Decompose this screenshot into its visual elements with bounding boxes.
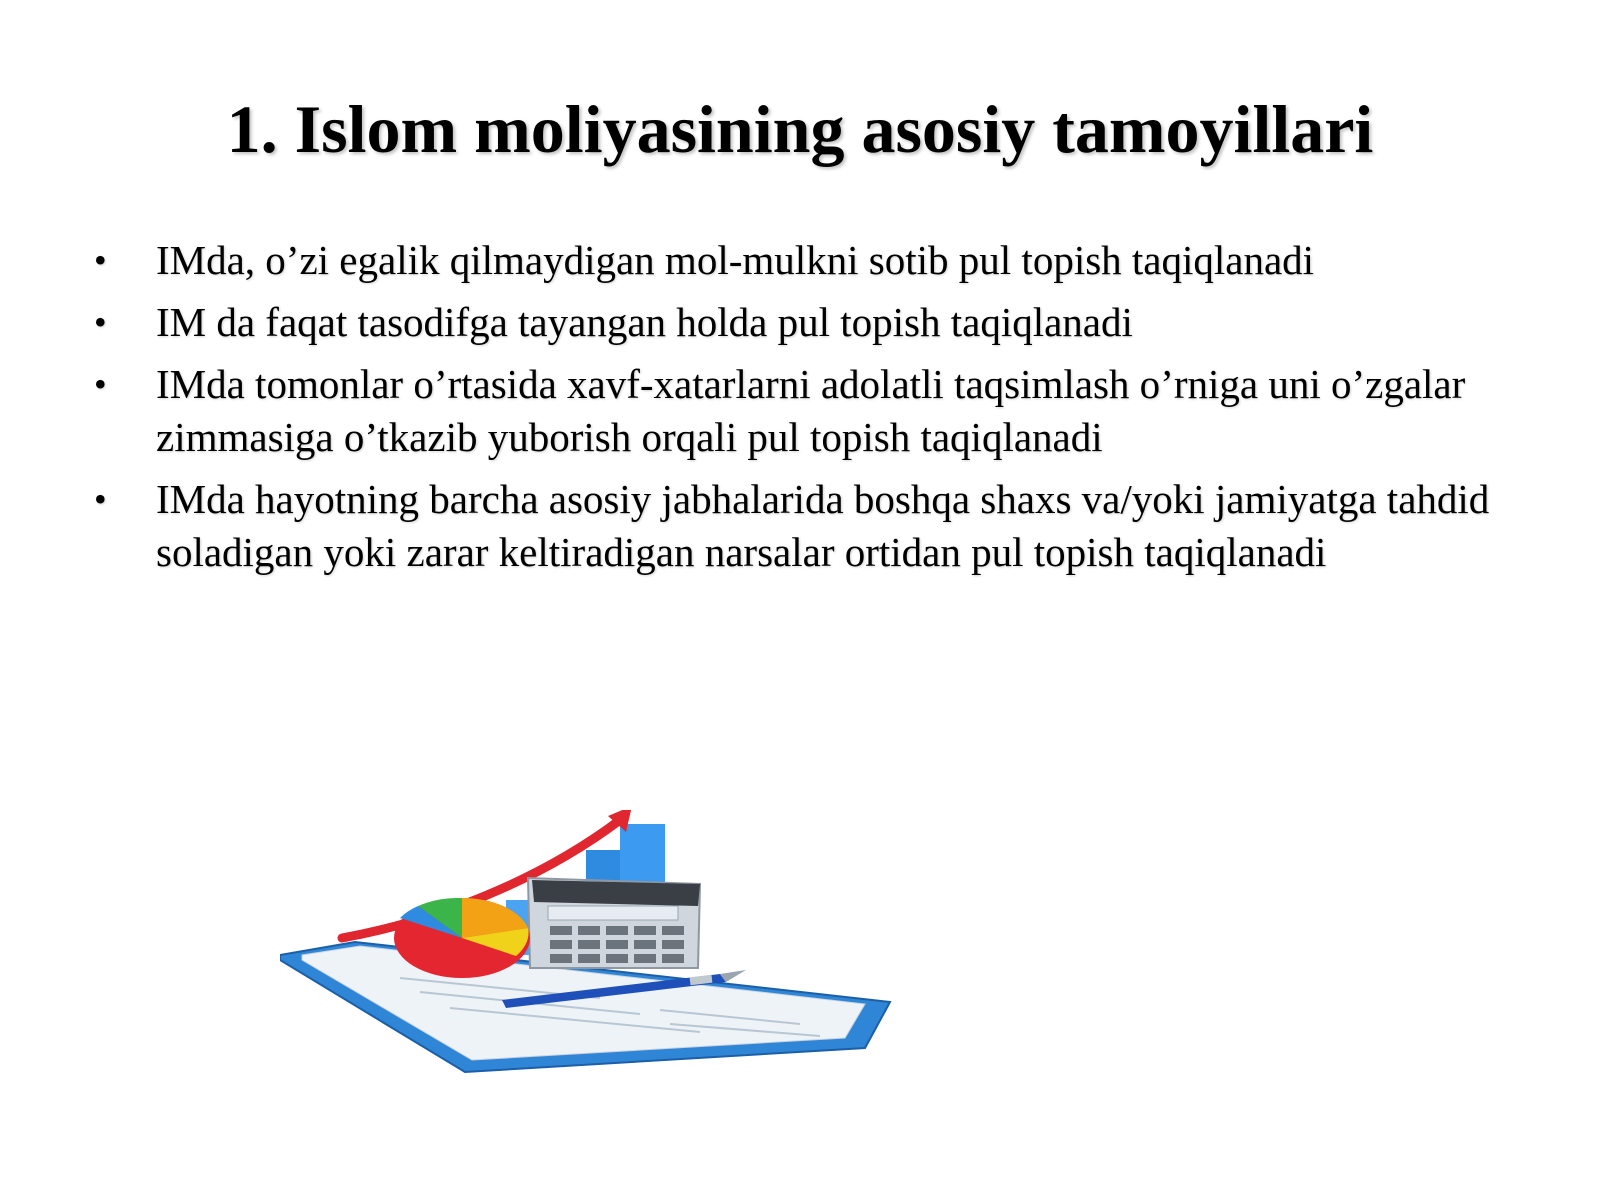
bullet-text: IMda tomonlar o’rtasida xavf-xatarlarni adolatli taqsimlash o’rniga uni o’zgalar zimmasiga o’tkazib yuborish orqali pul topish taqiqlanadi [156, 361, 1466, 460]
bullet-dot-icon: • [94, 364, 107, 404]
finance-illustration-svg [280, 810, 910, 1080]
bullet-dot-icon: • [94, 240, 107, 280]
bullet-text: IM da faqat tasodifga tayangan holda pul topish taqiqlanadi [156, 299, 1133, 345]
bullet-list [94, 234, 1514, 588]
bullet-item [94, 358, 1514, 464]
bullet-text: IMda, o’zi egalik qilmaydigan mol-mulkni sotib pul topish taqiqlanadi [156, 237, 1315, 283]
bullet-dot-icon: • [94, 479, 107, 519]
bullet-text: IMda hayotning barcha asosiy jabhalarida boshqa shaxs va/yoki jamiyatga tahdid soladigan yoki zarar keltiradigan narsalar ortidan pul topish taqiqlanadi [156, 476, 1490, 575]
calculator-display [532, 880, 700, 906]
finance-clipboard-calculator-chart-icon [280, 810, 910, 1080]
bullet-item [94, 234, 1514, 287]
bullet-item [94, 296, 1514, 349]
slide-title: 1. Islom moliyasining asosiy tamoyillari [226, 91, 1374, 167]
bullet-dot-icon: • [94, 302, 107, 342]
bullet-item [94, 473, 1514, 579]
